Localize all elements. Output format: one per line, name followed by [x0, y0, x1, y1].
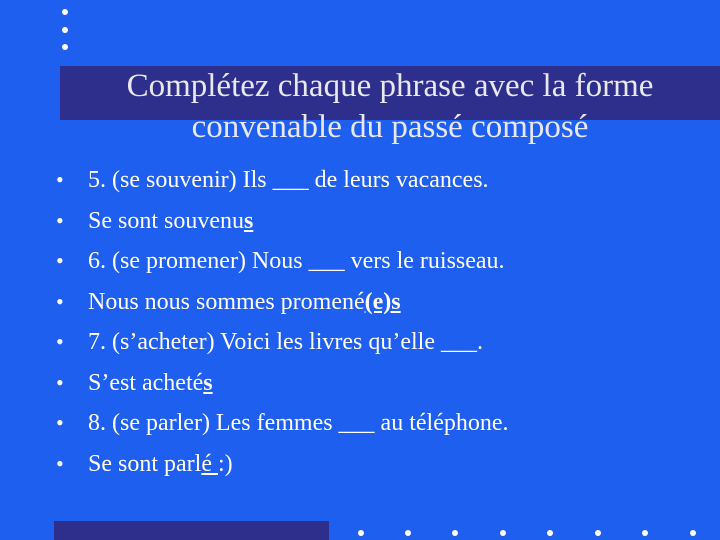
decor-dot: [642, 530, 648, 536]
bullet-icon: •: [56, 450, 64, 476]
list-item: [56, 160, 509, 201]
decor-dot: [62, 9, 68, 15]
title-line-2: convenable du passé composé: [191, 109, 589, 145]
item-text: 8. (se parler) Les femmes ___ au téléphone.: [88, 410, 509, 436]
decor-dot: [690, 530, 696, 536]
decor-dot: [500, 530, 506, 536]
list-item: [56, 322, 509, 363]
bottom-bar: [54, 521, 329, 540]
item-text: Se sont parl: [88, 450, 202, 477]
item-text: S’est acheté: [88, 369, 204, 396]
smiley-text: :): [217, 450, 233, 477]
bullet-icon: •: [56, 207, 64, 233]
bullet-icon: •: [56, 369, 64, 395]
list-item: [56, 403, 509, 444]
list-item: [56, 444, 509, 485]
decor-dot: [405, 530, 411, 536]
exercise-list: [56, 160, 509, 484]
slide-title: [60, 66, 720, 148]
bullet-icon: •: [56, 329, 64, 354]
item-text: Nous nous sommes promené: [88, 288, 365, 315]
decor-dot: [62, 27, 68, 33]
item-text: 7. (s’acheter) Voici les livres qu’elle ___.: [88, 329, 483, 355]
bullet-icon: •: [56, 288, 64, 314]
decor-dot: [452, 530, 458, 536]
list-item: [56, 282, 509, 323]
item-text: 5. (se souvenir) Ils ___ de leurs vacances.: [88, 167, 489, 193]
answer-ending: s: [203, 369, 213, 396]
decor-dot: [547, 530, 553, 536]
bullet-icon: •: [56, 167, 64, 192]
list-item: [56, 201, 509, 242]
answer-ending: (e)s: [364, 288, 401, 315]
list-item: [56, 241, 509, 282]
decor-dot: [62, 44, 68, 50]
bullet-icon: •: [56, 248, 64, 273]
answer-ending: é: [201, 450, 218, 477]
item-text: 6. (se promener) Nous ___ vers le ruisseau.: [88, 248, 505, 274]
bullet-icon: •: [56, 410, 64, 435]
decor-dot: [358, 530, 364, 536]
answer-ending: s: [244, 207, 254, 234]
item-text: Se sont souvenu: [88, 207, 244, 234]
decor-dot: [595, 530, 601, 536]
list-item: [56, 363, 509, 404]
title-line-1: Complétez chaque phrase avec la forme: [126, 68, 654, 104]
